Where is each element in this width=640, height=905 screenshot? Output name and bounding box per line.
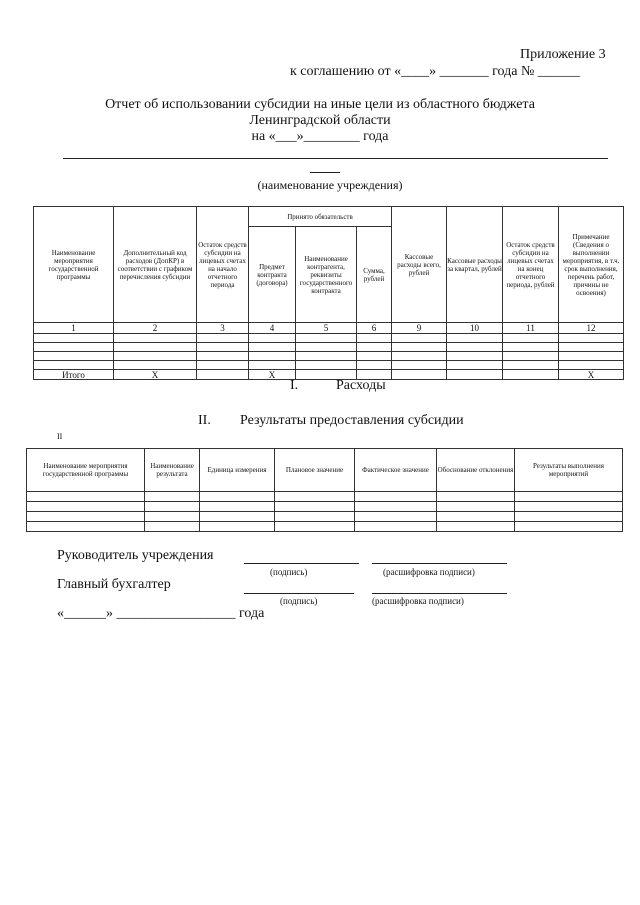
col-header-unit: Единица измерения bbox=[200, 449, 275, 492]
col-number: 2 bbox=[114, 323, 197, 334]
head-decode-line bbox=[372, 563, 507, 564]
col-header-cash-quarter: Кассовые расходы за квартал, рублей bbox=[447, 207, 503, 323]
col-header-deviation: Обоснование отклонения bbox=[437, 449, 515, 492]
col-header-note: Примечание (Сведения о выполнении мероприятия, в т.ч. срок выполнения, перечень работ, причины не освоения) bbox=[559, 207, 624, 323]
number-row bbox=[34, 323, 624, 334]
subheader-sum: Сумма, рублей bbox=[357, 227, 392, 323]
col-number: 10 bbox=[447, 323, 503, 334]
col-number: 12 bbox=[559, 323, 624, 334]
institution-line bbox=[63, 158, 608, 159]
head-signature-caption: (подпись) bbox=[270, 567, 308, 577]
col-header-planned: Плановое значение bbox=[275, 449, 355, 492]
col-number: 4 bbox=[249, 323, 296, 334]
col-header-dopkr: Дополнительный код расходов (ДопКР) в соответствии с графиком перечисления субсидии bbox=[114, 207, 197, 323]
accountant-signature-caption: (подпись) bbox=[280, 596, 318, 606]
section-1-title: Расходы bbox=[336, 378, 386, 393]
col-number: 11 bbox=[503, 323, 559, 334]
col-header-balance-end: Остаток средств субсидии на лицевых счетах на конец отчетного периода, рублей bbox=[503, 207, 559, 323]
col-header-balance-start: Остаток средств субсидии на лицевых счетах на начало отчетного периода bbox=[197, 207, 249, 323]
report-title: Отчет об использовании субсидии на иные цели из областного бюджета bbox=[105, 97, 535, 112]
subheader-counterparty: Наименование контрагента, реквизиты государственного контракта bbox=[296, 227, 357, 323]
total-row bbox=[34, 370, 624, 380]
col-header-measure: Наименование мероприятия государственной программы bbox=[34, 207, 114, 323]
accountant-decode-line bbox=[372, 593, 507, 594]
head-label: Руководитель учреждения bbox=[57, 548, 214, 563]
accountant-label: Главный бухгалтер bbox=[57, 577, 171, 592]
table-row bbox=[34, 352, 624, 361]
col-header-outcomes: Результаты выполнения мероприятий bbox=[515, 449, 623, 492]
institution-caption: (наименование учреждения) bbox=[257, 178, 403, 192]
x-mark: X bbox=[249, 370, 296, 380]
expenses-table bbox=[33, 206, 624, 380]
subheader-contract-subject: Предмет контракта (договора) bbox=[249, 227, 296, 323]
head-decode-caption: (расшифровка подписи) bbox=[383, 567, 475, 577]
section-2-mark: II bbox=[57, 432, 63, 441]
col-header-measure: Наименование мероприятия государственной программы bbox=[27, 449, 145, 492]
table-row bbox=[34, 361, 624, 370]
date-line: «______» _________________ года bbox=[57, 606, 265, 621]
col-number: 6 bbox=[357, 323, 392, 334]
total-label: Итого bbox=[34, 370, 114, 380]
table-row bbox=[27, 512, 623, 522]
x-mark: X bbox=[114, 370, 197, 380]
col-header-actual: Фактическое значение bbox=[355, 449, 437, 492]
table-row bbox=[34, 334, 624, 343]
col-number: 5 bbox=[296, 323, 357, 334]
results-table bbox=[26, 448, 623, 532]
table-row bbox=[34, 343, 624, 352]
report-period: на «___»________ года bbox=[251, 129, 389, 144]
col-number: 9 bbox=[392, 323, 447, 334]
section-1-number: I. bbox=[290, 378, 299, 393]
x-mark: X bbox=[559, 370, 624, 380]
table-row bbox=[27, 492, 623, 502]
table-row bbox=[27, 502, 623, 512]
report-region: Ленинградской области bbox=[249, 113, 391, 128]
col-header-result: Наименование результата bbox=[145, 449, 200, 492]
head-signature-line bbox=[244, 563, 359, 564]
appendix-label: Приложение 3 bbox=[520, 47, 606, 62]
accountant-signature-line bbox=[244, 593, 354, 594]
institution-short-line bbox=[310, 172, 340, 173]
col-header-cash-total: Кассовые расходы всего, рублей bbox=[392, 207, 447, 323]
agreement-line: к соглашению от «____» _______ года № ______ bbox=[290, 64, 580, 79]
col-number: 1 bbox=[34, 323, 114, 334]
section-2-title: Результаты предоставления субсидии bbox=[240, 413, 464, 428]
col-header-obligations: Принято обязательств bbox=[249, 207, 392, 227]
accountant-decode-caption: (расшифровка подписи) bbox=[372, 596, 464, 606]
section-2-number: II. bbox=[198, 413, 211, 428]
col-number: 3 bbox=[197, 323, 249, 334]
table-row bbox=[27, 522, 623, 532]
